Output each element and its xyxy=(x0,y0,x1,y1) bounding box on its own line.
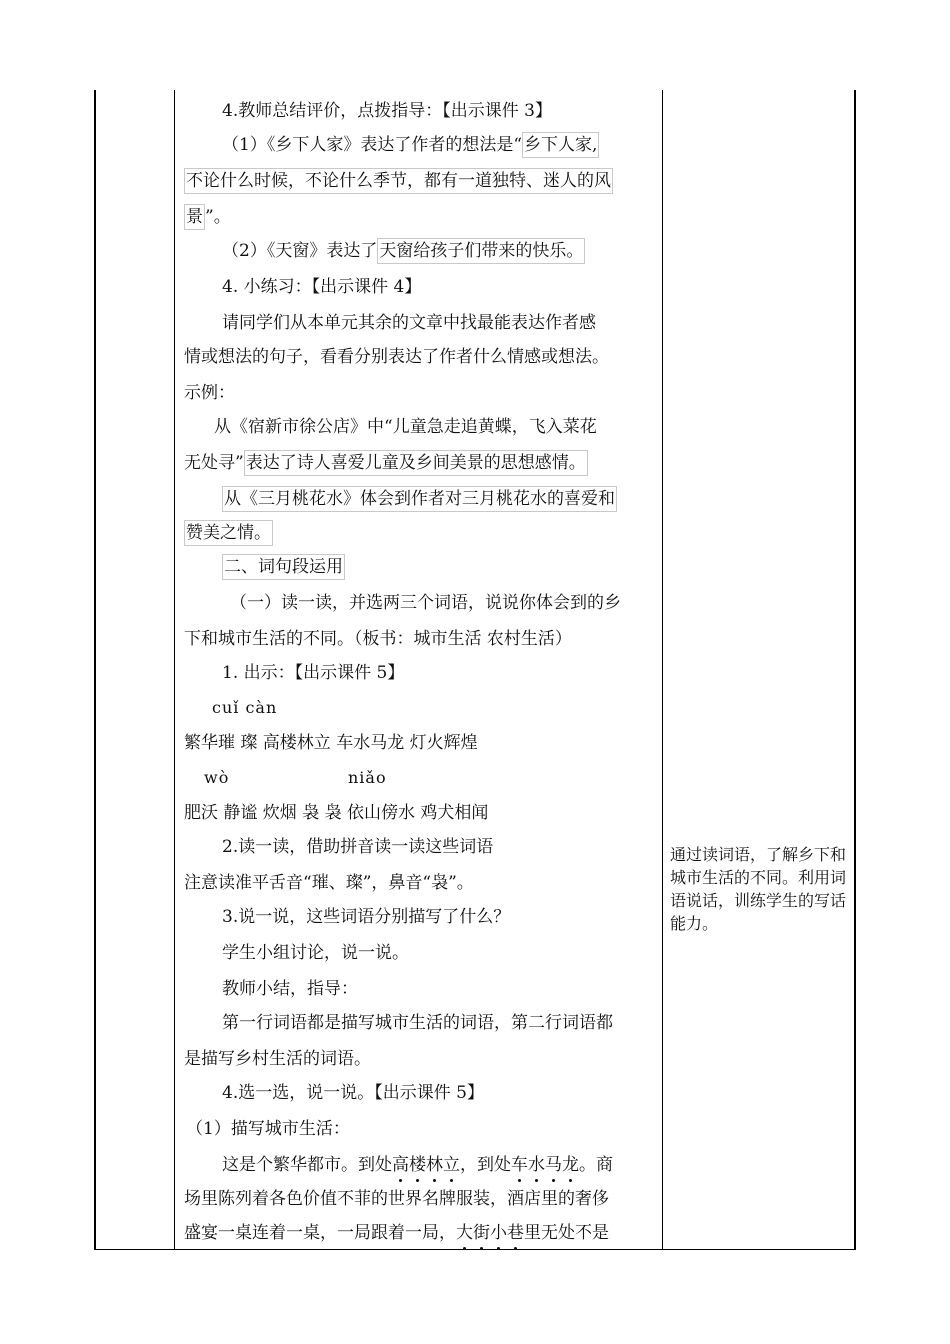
text-line xyxy=(222,488,617,510)
text-span: 里无处不是 xyxy=(524,1223,609,1243)
word-line: 肥沃 静谧 炊烟 袅 袅 依山傍水 鸡犬相闻 xyxy=(184,803,489,823)
highlight-box: 天窗给孩子们带来的快乐。 xyxy=(377,238,585,264)
emphasis-char: 小 xyxy=(490,1223,507,1243)
text-line xyxy=(184,1222,609,1244)
text-span: 这是个繁华都市。到处 xyxy=(222,1155,392,1175)
pinyin-line: niǎo xyxy=(348,768,387,787)
text-line: 4. 小练习：【出示课件 4】 xyxy=(222,277,422,297)
emphasis-char: 龙 xyxy=(562,1155,579,1175)
text-line xyxy=(184,206,231,228)
text-span: （2）《天窗》表达了 xyxy=(222,241,378,261)
text-line xyxy=(184,170,613,192)
text-line: 教师小结，指导： xyxy=(222,979,358,999)
text-line xyxy=(184,452,588,474)
section-heading xyxy=(222,556,345,578)
text-line: 4.选一选，说一说。【出示课件 5】 xyxy=(222,1083,484,1103)
emphasis-char: 大 xyxy=(456,1223,473,1243)
highlight-box: 从《三月桃花水》体会到作者对三月桃花水的喜爱和 xyxy=(222,486,617,512)
text-line xyxy=(222,240,585,262)
text-span: 无处寻” xyxy=(184,453,244,473)
text-line: 从《宿新市徐公店》中“儿童急走追黄蝶，飞入菜花 xyxy=(214,417,597,437)
text-line: 1. 出示：【出示课件 5】 xyxy=(222,663,405,683)
emphasis-char: 车 xyxy=(511,1155,528,1175)
table-border-right xyxy=(854,90,856,1250)
text-line: 2.读一读，借助拼音读一读这些词语 xyxy=(222,837,494,857)
text-line: 下和城市生活的不同。（板书：城市生活 农村生活） xyxy=(184,629,572,649)
pinyin-line: cuǐ càn xyxy=(212,698,278,717)
table-bottom-border xyxy=(94,1249,856,1250)
text-line: 请同学们从本单元其余的文章中找最能表达作者感 xyxy=(222,313,596,333)
highlight-box: 二、词句段运用 xyxy=(222,554,345,580)
emphasis-char: 高 xyxy=(392,1155,409,1175)
emphasis-char: 立 xyxy=(443,1155,460,1175)
text-line: 3.说一说，这些词语分别描写了什么？ xyxy=(222,907,511,927)
table-border-left xyxy=(94,90,96,1250)
text-line: 4.教师总结评价，点拨指导：【出示课件 3】 xyxy=(222,101,552,121)
text-line: （一）读一读，并选两三个词语，说说你体会到的乡 xyxy=(230,593,621,613)
design-intent-note: 通过读词语，了解乡下和城市生活的不同。利用词语说话，训练学生的写话能力。 xyxy=(670,845,847,933)
pinyin-line: wò xyxy=(204,768,230,787)
emphasis-words xyxy=(456,1223,524,1243)
emphasis-char: 街 xyxy=(473,1223,490,1243)
word-line: 繁华璀 璨 高楼林立 车水马龙 灯火辉煌 xyxy=(184,733,478,753)
highlight-box: 景 xyxy=(184,204,205,230)
text-span: 。商 xyxy=(579,1155,613,1175)
text-line xyxy=(184,522,273,544)
emphasis-char: 林 xyxy=(426,1155,443,1175)
table-divider-2 xyxy=(662,90,663,1250)
highlight-box: 不论什么时候，不论什么季节，都有一道独特、迷人的风 xyxy=(184,168,613,194)
text-line: 注意读准平舌音“璀、璨”，鼻音“袅”。 xyxy=(184,873,474,893)
highlight-box: 乡下人家, xyxy=(522,132,599,158)
emphasis-words xyxy=(392,1155,460,1175)
text-line: 第一行词语都是描写城市生活的词语，第二行词语都 xyxy=(222,1013,613,1033)
text-line: 场里陈列着各色价值不菲的世界名牌服装，酒店里的奢侈 xyxy=(184,1189,609,1209)
emphasis-char: 马 xyxy=(545,1155,562,1175)
text-line: （1）描写城市生活： xyxy=(186,1119,350,1139)
emphasis-words xyxy=(511,1155,579,1175)
emphasis-char: 水 xyxy=(528,1155,545,1175)
table-divider-1 xyxy=(174,90,175,1250)
highlight-box: 表达了诗人喜爱儿童及乡间美景的思想感情。 xyxy=(244,450,588,476)
text-line: 是描写乡村生活的词语。 xyxy=(184,1049,371,1069)
text-span: ”。 xyxy=(205,207,231,227)
text-line: 学生小组讨论，说一说。 xyxy=(222,943,409,963)
text-line: 示例： xyxy=(184,383,235,403)
emphasis-char: 巷 xyxy=(507,1223,524,1243)
text-span: 盛宴一桌连着一桌，一局跟着一局， xyxy=(184,1223,456,1243)
text-line: 情或想法的句子，看看分别表达了作者什么情感或想法。 xyxy=(184,347,609,367)
text-line xyxy=(222,1154,613,1176)
emphasis-char: 楼 xyxy=(409,1155,426,1175)
highlight-box: 赞美之情。 xyxy=(184,520,273,546)
text-line xyxy=(222,134,599,156)
text-span: ，到处 xyxy=(460,1155,511,1175)
text-span: （1）《乡下人家》表达了作者的想法是“ xyxy=(222,135,523,155)
